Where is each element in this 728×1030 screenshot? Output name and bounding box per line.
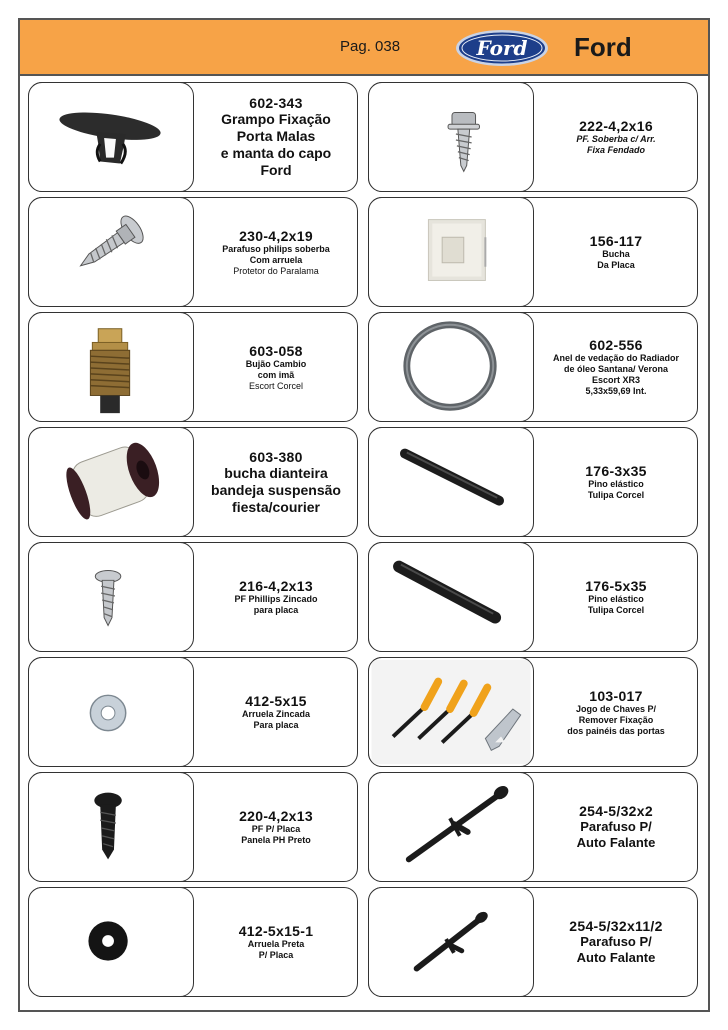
product-code: 412-5x15 [245,693,307,709]
product-card [28,427,358,537]
catalog-page [18,18,710,1012]
product-description: Escort XR3 [591,375,641,385]
product-description: Da Placa [597,260,635,270]
speaker-rivet-icon [369,888,533,996]
product-description: Auto Falante [576,835,656,850]
product-description: Arruela Zincada [241,709,311,719]
black-washer-image [28,887,194,997]
tool-set-image [368,657,534,767]
product-description: Anel de vedação do Radiador [552,353,680,363]
product-code: 156-117 [589,233,643,249]
product-description: Arruela Preta [247,939,305,949]
product-code: 602-343 [249,95,303,111]
product-card [28,82,358,192]
product-description: Parafuso P/ [580,934,652,949]
zinc-washer-icon [29,658,193,766]
product-card [28,542,358,652]
black-screw-image [28,772,194,882]
product-description: Ford [260,162,292,178]
product-description: Jogo de Chaves P/ [575,703,657,714]
product-description: Auto Falante [576,950,656,965]
product-card [368,82,698,192]
product-code: 603-380 [249,448,303,465]
product-description: Com arruela [249,254,303,265]
product-description: PF. Soberba c/ Arr. [576,134,656,144]
self-tapping-screw-icon [369,83,533,191]
black-screw-icon [29,773,193,881]
product-code: 254-5/32x2 [579,803,653,819]
elastic-pin-image [368,427,534,537]
zinc-washer-image [28,657,194,767]
product-description: fiesta/courier [232,498,320,515]
push-clip-icon [29,83,193,191]
product-card [28,197,358,307]
product-description: Parafuso P/ [580,819,652,834]
speaker-rivet-icon [369,773,533,881]
product-description: e manta do capo [220,145,332,161]
product-description: Grampo Fixação [221,111,331,127]
brand-name: Ford [574,32,632,62]
product-description: para placa [253,605,299,615]
washer-screw-icon [29,198,193,306]
zinc-screw-image [28,542,194,652]
product-code: 412-5x15-1 [238,923,314,939]
product-code: 103-017 [589,687,643,704]
product-description: PF Phillips Zincado [234,594,318,604]
product-description: Para placa [253,720,299,730]
product-code: 602-556 [589,337,643,353]
product-description: bucha dianteira [224,464,328,481]
gearbox-plug-image [28,312,194,422]
product-description: Bujão Cambio [245,358,307,369]
product-description: dos painéis das portas [567,725,665,736]
product-code: 220-4,2x13 [239,808,313,824]
product-description: PF P/ Placa [251,824,301,834]
o-ring-image [368,312,534,422]
product-description: 5,33x59,69 Int. [585,386,647,396]
product-description: Parafuso philips soberba [222,243,330,254]
suspension-bushing-icon [29,428,193,536]
page-header [20,20,708,76]
product-description: P/ Placa [258,950,294,960]
screw-image [368,82,534,192]
o-ring-icon [369,313,533,421]
zinc-screw-icon [29,543,193,651]
product-description: Bucha [602,249,630,259]
product-code: 254-5/32x11/2 [569,918,663,934]
speaker-rivet-image [368,772,534,882]
elastic-pin-icon [369,543,533,651]
product-description: de óleo Santana/ Verona [563,364,669,374]
product-card [368,427,698,537]
product-description: Remover Fixação [578,714,654,725]
elastic-pin-image [368,542,534,652]
black-washer-icon [29,888,193,996]
product-code: 603-058 [249,342,303,359]
product-card [368,772,698,882]
product-code: 216-4,2x13 [239,578,313,594]
product-description: Protetor do Paralama [233,265,319,276]
product-card [368,657,698,767]
product-card [28,772,358,882]
ford-logo-icon [454,28,550,68]
push-clip-image [28,82,194,192]
page-number: Pag. 038 [340,38,401,55]
product-card [28,312,358,422]
product-card [368,542,698,652]
svg-text:Ford: Ford [476,36,528,60]
plate-bushing-image [368,197,534,307]
product-card [368,197,698,307]
product-description: com imã [257,369,295,380]
product-card [368,887,698,997]
product-code: 176-3x35 [585,463,647,479]
product-card [28,657,358,767]
speaker-rivet-image [368,887,534,997]
product-description: Panela PH Preto [241,835,311,845]
product-code: 222-4,2x16 [579,118,653,134]
product-code: 176-5x35 [585,578,647,594]
product-description: Fixa Fendado [586,145,645,155]
product-description: Pino elástico [588,479,644,489]
gearbox-plug-icon [29,313,193,421]
product-code: 230-4,2x19 [239,227,313,244]
trim-tool-set-icon [369,658,533,766]
product-description: Pino elástico [588,594,644,604]
plate-bushing-icon [369,198,533,306]
elastic-pin-icon [369,428,533,536]
product-description: Escort Corcel [248,380,303,391]
washer-screw-image [28,197,194,307]
product-description: Porta Malas [236,128,316,144]
product-card [368,312,698,422]
product-description: Tulipa Corcel [587,490,645,500]
suspension-bushing-image [28,427,194,537]
product-description: bandeja suspensão [211,481,341,498]
product-description: Tulipa Corcel [587,605,645,615]
product-card [28,887,358,997]
